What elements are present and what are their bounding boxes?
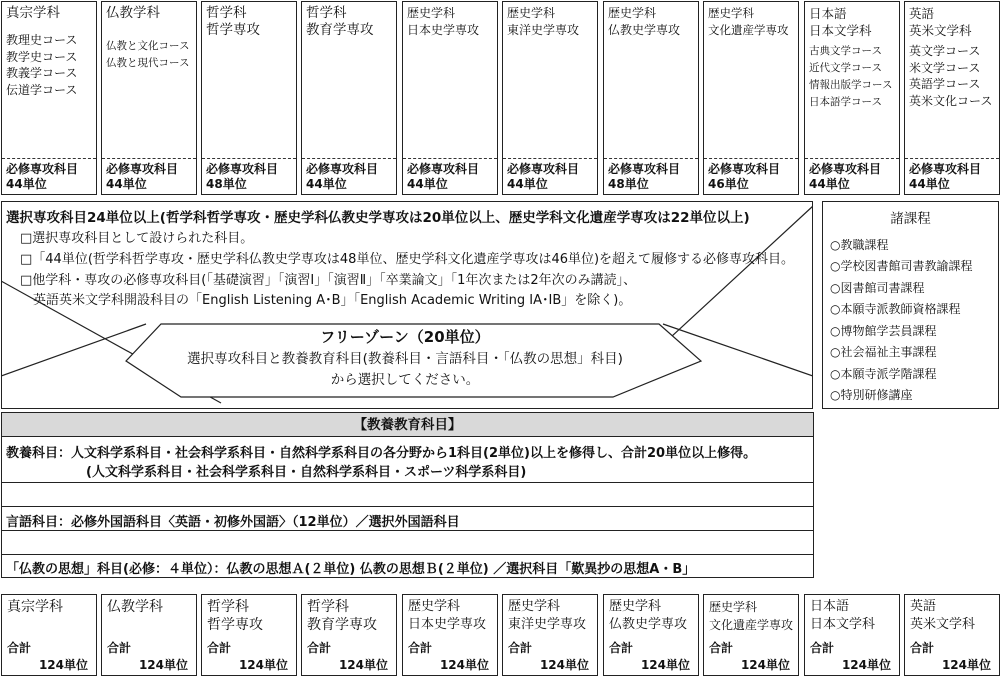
selective-subjects-title: 選択専攻科目24単位以上(哲学科哲学専攻・歴史学科仏教史学専攻は20単位以上、歴史学科文化遺産学専攻は22単位以上) bbox=[6, 210, 750, 226]
dept-box-cultural-heritage bbox=[703, 1, 799, 195]
total-dept-title: 英語 英米文学科 bbox=[910, 599, 976, 632]
total-units: 124単位 bbox=[941, 658, 991, 672]
dashed-divider bbox=[905, 158, 999, 159]
dashed-divider bbox=[805, 158, 899, 159]
total-units: 124単位 bbox=[640, 658, 690, 672]
dept-box-shinshu bbox=[1, 1, 97, 195]
dept-title: 真宗学科 bbox=[6, 5, 60, 21]
dept-courses: 仏教と文化コース 仏教と現代コース bbox=[106, 40, 190, 69]
dept-title: 哲学科 哲学専攻 bbox=[206, 5, 260, 38]
total-units: 124単位 bbox=[238, 658, 288, 672]
free-zone-title: フリーゾーン（20単位） bbox=[320, 328, 490, 346]
total-box-philosophy bbox=[201, 594, 297, 676]
total-label: 合計 bbox=[709, 641, 734, 655]
required-subjects: 必修専攻科目 44単位 bbox=[106, 162, 179, 191]
total-label: 合計 bbox=[7, 641, 32, 655]
dashed-divider bbox=[604, 158, 698, 159]
total-box-japanese-literature bbox=[804, 594, 900, 676]
total-box-asian-history bbox=[502, 594, 598, 676]
program-item: ○本願寺派学階課程 bbox=[830, 367, 937, 381]
total-box-bukkyo bbox=[101, 594, 197, 676]
dept-title: 哲学科 教育学専攻 bbox=[306, 5, 374, 38]
general-education-header: 【教養教育科目】 bbox=[2, 413, 813, 437]
dashed-divider bbox=[503, 158, 597, 159]
total-box-buddhist-history bbox=[603, 594, 699, 676]
selective-item: □選択専攻科目として設けられた科目。 bbox=[20, 231, 254, 246]
total-label: 合計 bbox=[508, 641, 533, 655]
total-label: 合計 bbox=[207, 641, 232, 655]
program-item: ○社会福祉主事課程 bbox=[830, 345, 937, 359]
required-subjects: 必修専攻科目 44単位 bbox=[407, 162, 480, 191]
language-subjects: 言語科目：必修外国語科目〈英語・初修外国語〉（12単位）／選択外国語科目 bbox=[6, 515, 460, 530]
total-box-cultural-heritage bbox=[703, 594, 799, 676]
dashed-divider bbox=[302, 158, 396, 159]
program-item: ○図書館司書課程 bbox=[830, 281, 925, 295]
dashed-divider bbox=[704, 158, 798, 159]
dept-title: 日本語 日本文学科 bbox=[809, 6, 872, 38]
total-units: 124単位 bbox=[539, 658, 589, 672]
programs-title: 諸課程 bbox=[890, 211, 931, 227]
dept-title: 歴史学科 文化遺産学専攻 bbox=[708, 6, 789, 37]
total-label: 合計 bbox=[609, 641, 634, 655]
total-box-education bbox=[301, 594, 397, 676]
total-box-shinshu bbox=[1, 594, 97, 676]
required-subjects: 必修専攻科目 48単位 bbox=[608, 162, 681, 191]
total-dept-title: 仏教学科 bbox=[107, 599, 163, 615]
required-subjects: 必修専攻科目 44単位 bbox=[809, 162, 882, 191]
dept-box-philosophy bbox=[201, 1, 297, 195]
required-subjects: 必修専攻科目 44単位 bbox=[6, 162, 79, 191]
required-subjects: 必修専攻科目 44単位 bbox=[507, 162, 580, 191]
liberal-arts-requirement: 教養科目：人文科学系科目・社会科学系科目・自然科学系科目の各分野から1科目(2単位)以上を修得し、合計20単位以上修得。 bbox=[6, 446, 757, 461]
total-box-english-literature bbox=[904, 594, 1000, 676]
dept-title: 仏教学科 bbox=[106, 5, 160, 21]
total-label: 合計 bbox=[910, 641, 935, 655]
total-dept-title: 歴史学科 仏教史学専攻 bbox=[609, 599, 688, 632]
required-subjects: 必修専攻科目 44単位 bbox=[306, 162, 379, 191]
total-dept-title: 哲学科 教育学専攻 bbox=[307, 599, 377, 633]
total-dept-title: 歴史学科 日本史学専攻 bbox=[408, 599, 487, 632]
liberal-arts-categories: (人文科学系科目・社会科学系科目・自然科学系科目・スポーツ科学系科目) bbox=[86, 465, 527, 480]
dept-box-asian-history bbox=[502, 1, 598, 195]
required-subjects: 必修専攻科目 48単位 bbox=[206, 162, 279, 191]
dashed-divider bbox=[403, 158, 497, 159]
total-units: 124単位 bbox=[740, 658, 790, 672]
dept-box-english-literature bbox=[904, 1, 1000, 195]
dashed-divider bbox=[202, 158, 296, 159]
total-label: 合計 bbox=[107, 641, 132, 655]
dept-title: 歴史学科 東洋史学専攻 bbox=[507, 6, 580, 37]
dept-title: 歴史学科 仏教史学専攻 bbox=[608, 6, 681, 37]
required-subjects: 必修専攻科目 46単位 bbox=[708, 162, 781, 191]
program-item: ○学校図書館司書教諭課程 bbox=[830, 259, 973, 273]
dept-courses: 英文学コース 米文学コース 英語学コース 英米文化コース bbox=[909, 44, 993, 108]
required-subjects: 必修専攻科目 44単位 bbox=[909, 162, 982, 191]
free-zone-text: 選択専攻科目と教養教育科目(教養科目・言語科目・「仏教の思想」科目) bbox=[187, 351, 623, 367]
row-divider bbox=[1, 554, 814, 555]
selective-item: □他学科・専攻の必修専攻科目(「基礎演習」「演習Ⅰ」「演習Ⅱ」「卒業論文」「1年次または2年次のみ講読」、 bbox=[20, 273, 637, 288]
total-label: 合計 bbox=[810, 641, 835, 655]
dept-title: 歴史学科 日本史学専攻 bbox=[407, 6, 480, 37]
dept-courses: 教理史コース 教学史コース 教義学コース 伝道学コース bbox=[6, 33, 78, 97]
selective-item: □「44単位(哲学科哲学専攻・歴史学科仏教史学専攻は48単位、歴史学科文化遺産学専攻は46単位)を超えて履修する必修専攻科目。 bbox=[20, 252, 795, 267]
dept-box-japanese-history bbox=[402, 1, 498, 195]
dept-box-japanese-literature bbox=[804, 1, 900, 195]
total-dept-title: 歴史学科 東洋史学専攻 bbox=[508, 599, 587, 632]
row-divider bbox=[1, 530, 814, 531]
total-label: 合計 bbox=[408, 641, 433, 655]
total-units: 124単位 bbox=[38, 658, 88, 672]
total-units: 124単位 bbox=[841, 658, 891, 672]
dept-title: 英語 英米文学科 bbox=[909, 6, 972, 38]
total-units: 124単位 bbox=[138, 658, 188, 672]
total-units: 124単位 bbox=[439, 658, 489, 672]
program-item: ○特別研修講座 bbox=[830, 388, 913, 402]
total-box-japanese-history bbox=[402, 594, 498, 676]
dept-box-education bbox=[301, 1, 397, 195]
row-divider bbox=[1, 482, 814, 483]
dept-box-bukkyo bbox=[101, 1, 197, 195]
dashed-divider bbox=[102, 158, 196, 159]
total-dept-title: 歴史学科 文化遺産学専攻 bbox=[709, 600, 794, 632]
row-divider bbox=[1, 506, 814, 507]
total-dept-title: 真宗学科 bbox=[7, 599, 63, 615]
program-item: ○本願寺派教師資格課程 bbox=[830, 302, 961, 316]
program-item: ○教職課程 bbox=[830, 238, 889, 252]
total-dept-title: 哲学科 哲学専攻 bbox=[207, 599, 263, 633]
program-item: ○博物館学芸員課程 bbox=[830, 324, 937, 338]
buddhist-thought-subjects: 「仏教の思想」科目(必修：４単位）：仏教の思想Ａ(２単位) 仏教の思想Ｂ(２単位) ／選択科目「歎異抄の思想A・B」 bbox=[6, 562, 696, 577]
dept-box-buddhist-history bbox=[603, 1, 699, 195]
dept-courses: 古典文学コース 近代文学コース 情報出版学コース 日本語学コース bbox=[809, 45, 893, 108]
selective-item: 英語英米文学科開設科目の「English Listening A･B」「English Academic Writing ⅠA･ⅠB」を除く)。 bbox=[20, 293, 632, 308]
dashed-divider bbox=[2, 158, 96, 159]
total-dept-title: 日本語 日本文学科 bbox=[810, 599, 876, 632]
total-units: 124単位 bbox=[338, 658, 388, 672]
total-label: 合計 bbox=[307, 641, 332, 655]
free-zone-text: から選択してください。 bbox=[330, 372, 480, 388]
